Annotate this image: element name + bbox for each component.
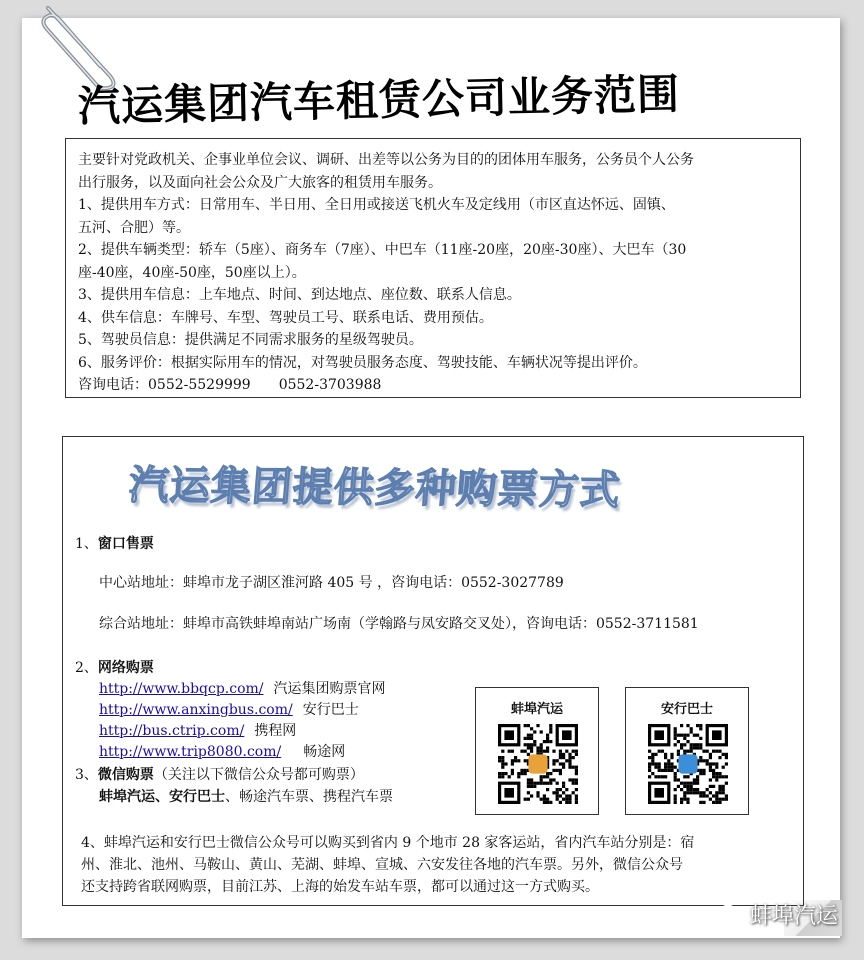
site-link[interactable]: http://www.bbqcp.com/	[99, 681, 264, 697]
qr-code-icon	[648, 724, 728, 804]
qr-card-title: 蚌埠汽运	[510, 702, 563, 717]
qr-card-anxing-bus	[625, 687, 749, 815]
wechat-watermark	[718, 899, 838, 930]
scope-line: 3、提供用车信息：上车地点、时间、到达地点、座位数、联系人信息。	[78, 287, 521, 303]
section-heading: 窗口售票	[97, 536, 154, 552]
watermark-text: 蚌埠汽运	[749, 904, 838, 929]
qr-card-bengbu-qiyun	[475, 687, 599, 815]
site-label: 汽运集团购票官网	[273, 681, 386, 697]
wechat-accounts: 蚌埠汽运、安行巴士、畅途汽车票、携程汽车票	[99, 789, 393, 805]
site-link[interactable]: http://www.anxingbus.com/	[99, 702, 293, 718]
center-station-address: 中心站地址：蚌埠市龙子湖区淮河路 405 号 ，咨询电话：0552-3027789	[99, 575, 564, 591]
scope-line: 1、提供用车方式：日常用车、半日用、全日用或接送飞机火车及定线用（市区直达怀远、固镇、	[78, 197, 675, 213]
section-online-sales: 2、网络购票	[75, 660, 154, 676]
scope-line: 出行服务，以及面向社会公众及广大旅客的租赁用车服务。	[78, 174, 442, 191]
scope-line: 6、服务评价：根据实际用车的情况，对驾驶员服务态度、驾驶技能、车辆状况等提出评价。	[78, 354, 647, 371]
site-link[interactable]: http://www.trip8080.com/	[99, 744, 282, 760]
scope-line: 座-40座，40座-50座，50座以上）。	[78, 264, 306, 281]
qr-card-title: 安行巴士	[660, 702, 713, 717]
section-wechat-sales: 3、微信购票（关注以下微信公众号都可购票）	[75, 767, 364, 783]
qr-code-icon	[498, 724, 578, 804]
section-window-sales: 1、窗口售票	[75, 536, 154, 552]
section-note: （关注以下微信公众号都可购票）	[153, 767, 364, 783]
scope-line: 2、提供车辆类型：轿车（5座）、商务车（7座）、中巴车（11座-20座，20座-30座）、大巴车（30	[78, 242, 687, 258]
site-item	[99, 678, 386, 698]
site-link[interactable]: http://bus.ctrip.com/	[99, 723, 245, 739]
rental-scope-title: 汽运集团汽车租赁公司业务范围	[77, 69, 681, 131]
section-heading: 网络购票	[97, 660, 154, 676]
site-item	[99, 699, 359, 719]
scope-line: 主要针对党政机关、企事业单位会议、调研、出差等以公务为目的的团体用车服务，公务员个人公务	[78, 152, 694, 168]
site-item	[99, 720, 296, 740]
site-label: 携程网	[254, 723, 297, 739]
ticketing-box	[62, 436, 804, 906]
site-label: 畅途网	[303, 744, 346, 760]
comprehensive-station-address: 综合站地址：蚌埠市高铁蚌埠南站广场南（学翰路与凤安路交叉处），咨询电话：0552-3711581	[99, 616, 699, 632]
paragraph-line: 4、蚌埠汽运和安行巴士微信公众号可以购买到省内 9 个地市 28 家客运站，省内汽车站分别是：宿	[81, 835, 695, 851]
scope-line: 4、供车信息：车牌号、车型、驾驶员工号、联系电话、费用预估。	[78, 309, 493, 326]
contact-phone-line: 咨询电话：0552-5529999 0552-3703988	[78, 377, 382, 393]
scope-line: 5、驾驶员信息：提供满足不同需求服务的星级驾驶员。	[78, 332, 423, 348]
section-heading: 微信购票	[97, 767, 154, 783]
scope-line: 五河、合肥）等。	[78, 219, 190, 236]
section-4-paragraph	[81, 832, 694, 898]
site-item	[99, 741, 345, 761]
site-label: 安行巴士	[302, 702, 359, 718]
rental-scope-box	[65, 138, 801, 398]
paragraph-line: 还支持跨省联网购票，目前江苏、上海的始发车站车票，都可以通过这一方式购买。	[81, 879, 599, 895]
wechat-icon	[718, 904, 744, 926]
paragraph-line: 州、淮北、池州、马鞍山、黄山、芜湖、蚌埠、宣城、六安发往各地的汽车票。另外，微信公众号	[81, 857, 683, 873]
ticketing-title: 汽运集团提供多种购票方式	[127, 462, 623, 514]
